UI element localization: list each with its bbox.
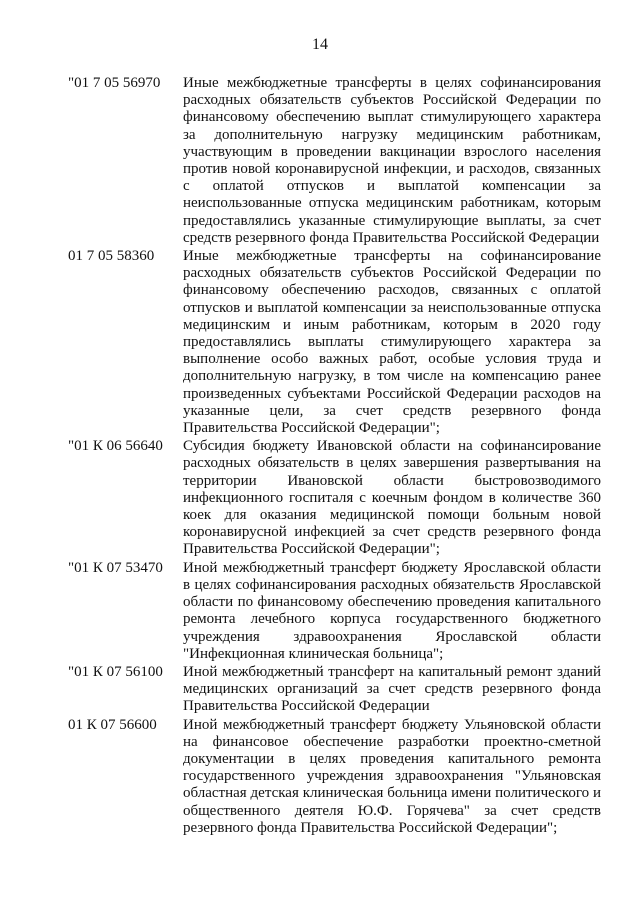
budget-entry: [0, 248, 640, 437]
budget-code: "01 7 05 56970: [68, 75, 161, 91]
budget-entry: [0, 75, 640, 247]
budget-entry: [0, 560, 640, 663]
budget-entry: [0, 664, 640, 716]
budget-code: "01 К 06 56640: [68, 438, 163, 455]
budget-description: Иной межбюджетный трансферт бюджету Ульяновской области на финансовое обеспечение разработки проектно-сметной документации в целях проведения капитального ремонта государственного учреждения здравоохранения "Ульяновская областная детская клиническая больница имени политического и общественного деятеля Ю.Ф. Горячева" за счет средств резервного фонда Правительства Российской Федерации";: [183, 716, 601, 836]
budget-entry: [0, 438, 640, 558]
budget-description: Иные межбюджетные трансферты в целях софинансирования расходных обязательств субъектов Российской Федерации по финансовому обеспечению выплат стимулирующего характера за дополнительную нагрузку медицинским работникам, участвующим в проведении вакцинации взрослого населения против новой коронавирусной инфекции, и расходов, связанных с оплатой отпусков и выплатой компенсации за неиспользованные отпуска медицинским работникам, которым предоставлялись указанные стимулирующие выплаты, за счет средств резервного фонда Правительства Российской Федерации: [183, 75, 601, 246]
budget-description: Субсидия бюджету Ивановской области на софинансирование расходных обязательств в целях завершения развертывания на территории Ивановской области быстровозводимого инфекционного госпиталя с коечным фондом в количестве 360 коек для оказания медицинской помощи больным новой коронавирусной инфекцией за счет средств резервного фонда Правительства Российской Федерации";: [183, 438, 601, 558]
budget-description: Иной межбюджетный трансферт бюджету Ярославской области в целях софинансирования расходных обязательств Ярославской области по финансовому обеспечению проведения капитального ремонта лечебного корпуса государственного бюджетного учреждения здравоохранения Ярославской области "Инфекционная клиническая больница";: [183, 559, 601, 662]
budget-code: 01 К 07 56600: [68, 716, 157, 733]
budget-description: Иной межбюджетный трансферт на капитальный ремонт зданий медицинских организаций за счет средств резервного фонда Правительства Российской Федерации: [183, 663, 601, 715]
budget-code-list: [0, 75, 640, 838]
budget-code: "01 К 07 56100: [68, 663, 163, 680]
budget-entry: [0, 717, 640, 837]
budget-description: Иные межбюджетные трансферты на софинансирование расходных обязательств субъектов Российской Федерации по финансовому обеспечению расходов, связанных с оплатой отпусков и выплатой компенсации за неиспользованные отпуска медицинским и иным работникам, которым в 2020 году предоставлялись выплаты стимулирующего характера за выполнение особо важных работ, особые условия труда и дополнительную нагрузку, в том числе на компенсацию ранее произведенных субъектами Российской Федерации расходов на указанные цели, за счет средств резервного фонда Правительства Российской Федерации";: [183, 248, 601, 437]
budget-code: "01 К 07 53470: [68, 559, 163, 576]
page-number: 14: [312, 36, 328, 53]
budget-code: 01 7 05 58360: [68, 248, 155, 265]
